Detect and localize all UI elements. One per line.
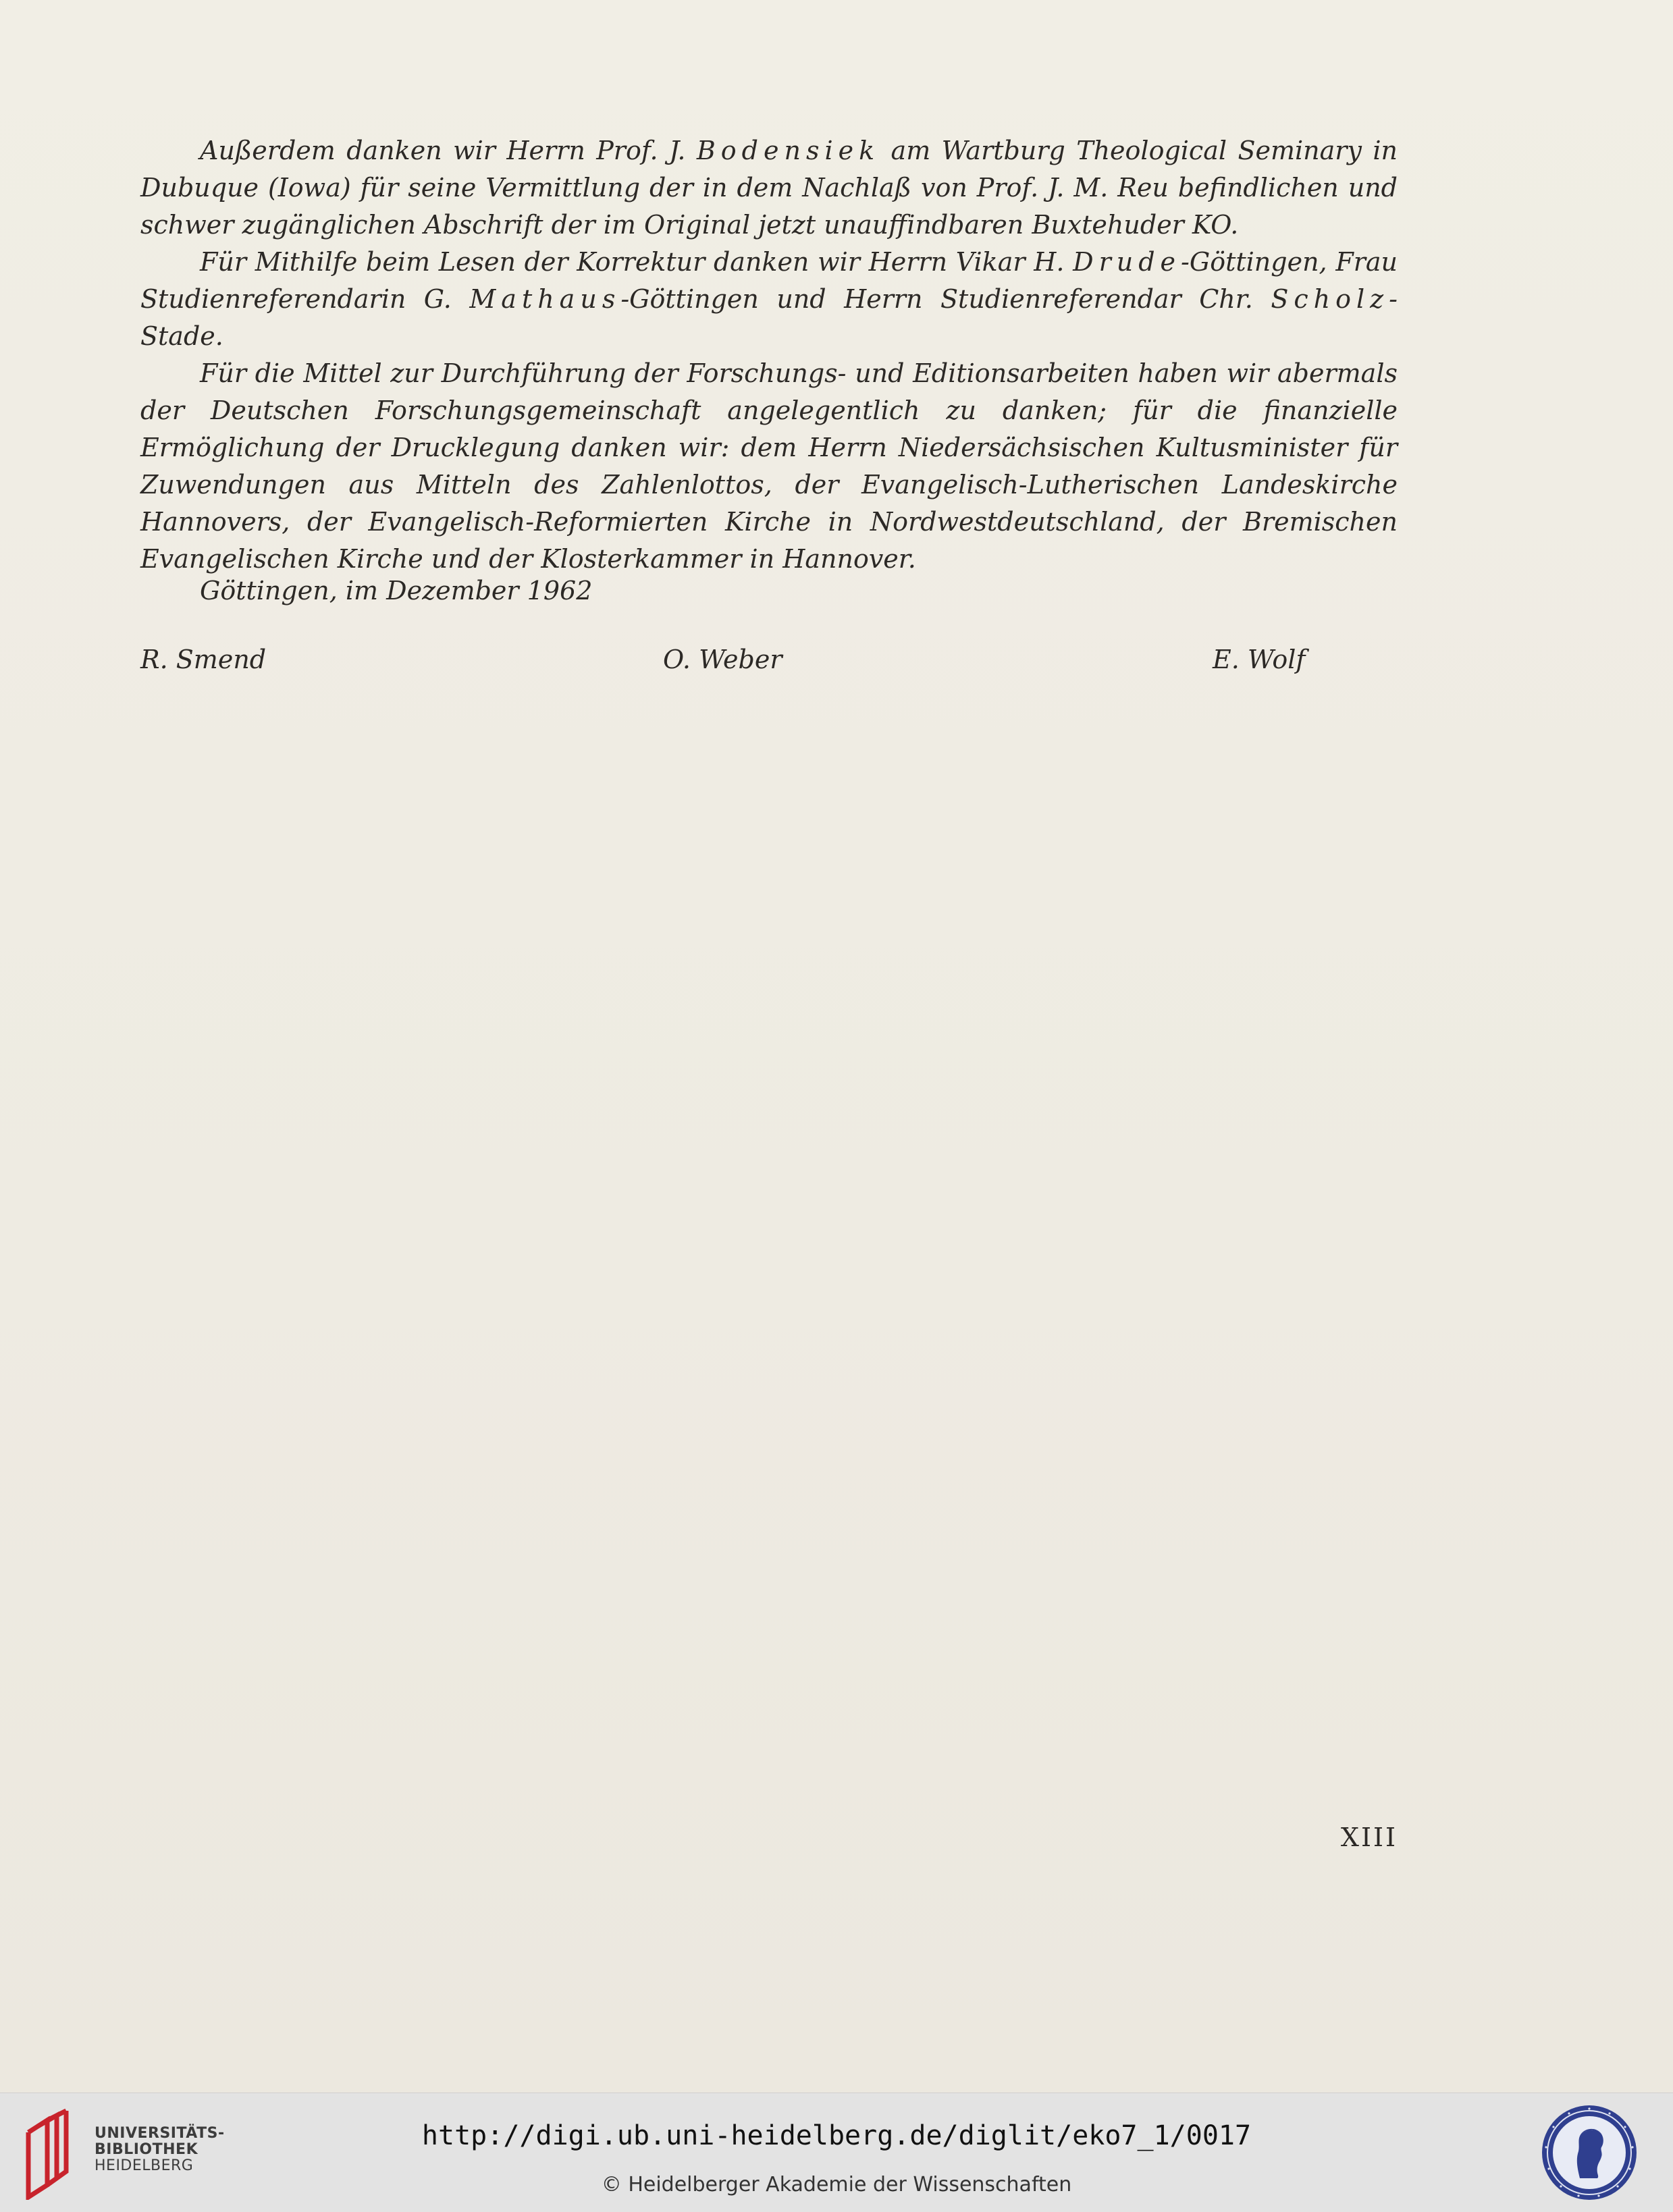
academy-seal-icon[interactable]	[1539, 2103, 1639, 2203]
viewer-footer	[0, 2093, 1673, 2212]
copyright-notice: © Heidelberger Akademie der Wissenschaften	[601, 2173, 1072, 2196]
logo-line-2: BIBLIOTHEK	[95, 2141, 198, 2158]
spaced-name: Drude	[1073, 247, 1181, 277]
signature-wolf: E. Wolf	[1213, 645, 1306, 674]
logo-line-1: UNIVERSITÄTS-	[95, 2125, 225, 2142]
signature-weber: O. Weber	[663, 645, 782, 674]
place-date-line: Göttingen, im Dezember 1962	[200, 576, 593, 605]
paragraph-3: Für die Mittel zur Durchführung der Forschungs- und Editionsarbeiten haben wir abermals der Deutschen Forschungsgemeinschaft angelegentlich zu danken; für die finanzielle Ermöglichung der Drucklegung danken wir: dem Herrn Niedersächsischen Kultusminister für Zuwendungen aus Mitteln des Zahlenlottos, der Evangelisch-Lutherischen Landeskirche Hannovers, der Evangelisch-Reformierten Kirche in Nordwestdeutschland, der Bremischen Evangelischen Kirche und der Klosterkammer in Hannover.	[140, 358, 1398, 574]
paragraph-1: Außerdem danken wir Herrn Prof. J. Bodensiek am Wartburg Theological Seminary in Dubuque (Iowa) für seine Vermittlung der in dem Nachlaß von Prof. J. M. Reu befindlichen und schwer zugänglichen Abschrift der im Original jetzt unauffindbaren Buxtehuder KO.	[140, 136, 1398, 240]
page-number: XIII	[1340, 1823, 1398, 1852]
spaced-name: Bodensiek	[696, 136, 880, 165]
permalink-url[interactable]: http://digi.ub.uni-heidelberg.de/diglit/eko7_1/0017	[421, 2120, 1252, 2151]
spaced-name: Mathaus	[469, 284, 621, 314]
paragraph-2: Für Mithilfe beim Lesen der Korrektur danken wir Herrn Vikar H. Drude-Göttingen, Frau Studienreferendarin G. Mathaus-Göttingen und Herrn Studienreferendar Chr. Scholz-Stade.	[140, 247, 1398, 351]
signature-smend: R. Smend	[140, 645, 267, 674]
logo-line-3: HEIDELBERG	[95, 2157, 194, 2174]
preface-body	[140, 132, 1398, 578]
spaced-name: Scholz	[1271, 284, 1389, 314]
